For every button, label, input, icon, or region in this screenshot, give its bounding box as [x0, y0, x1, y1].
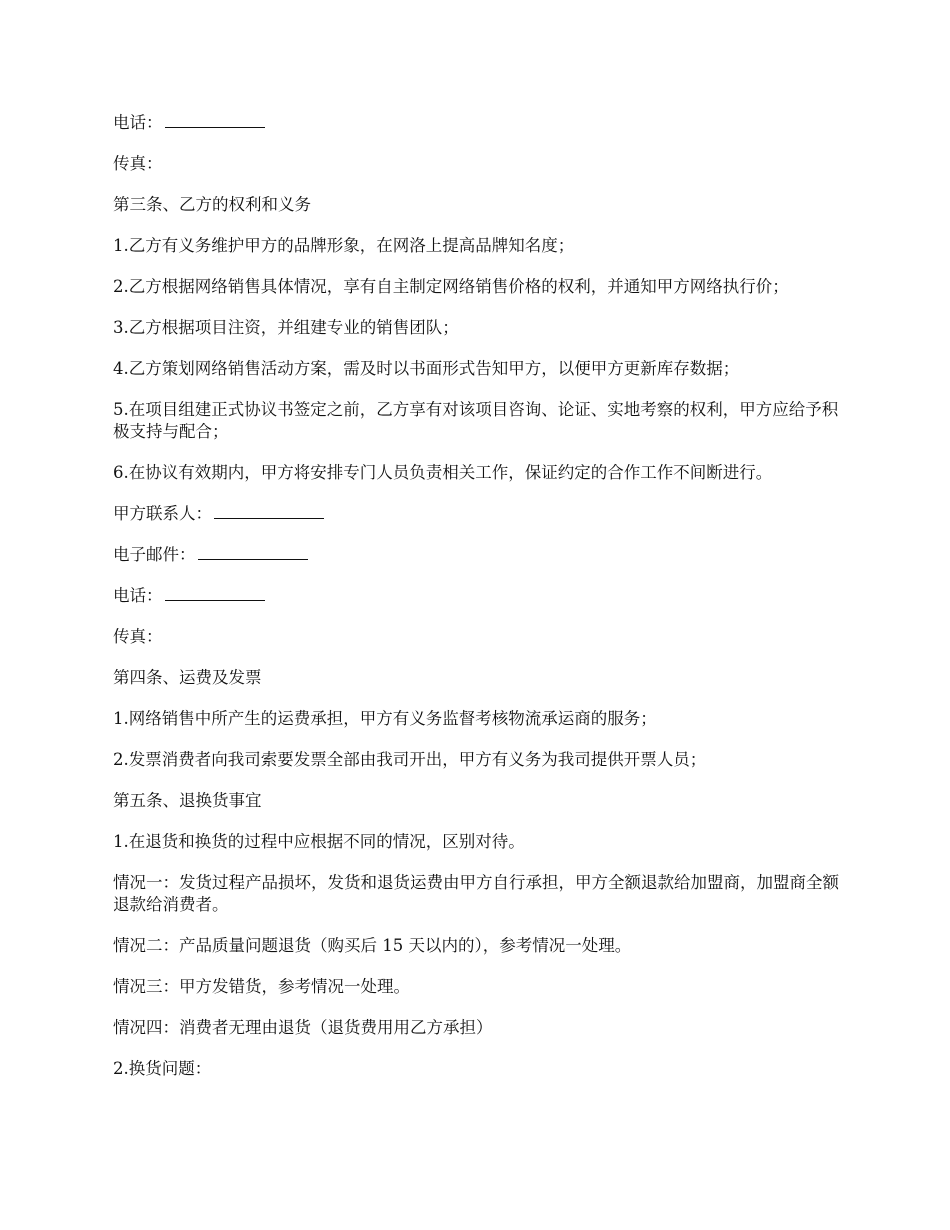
paragraph: 1.乙方有义务维护甲方的品牌形象，在网洛上提高品牌知名度； — [113, 236, 575, 255]
paragraph: 情况三：甲方发错货，参考情况一处理。 — [113, 977, 410, 996]
party-a-contact-blank — [214, 504, 324, 519]
phone-line — [113, 112, 843, 134]
party-a-contact-line — [113, 503, 843, 525]
phone-label: 电话： — [113, 586, 163, 605]
fax-label: 传真： — [113, 154, 163, 173]
fax-line — [113, 626, 843, 648]
email-line — [113, 544, 843, 566]
phone-blank — [165, 113, 265, 128]
fax-label: 传真： — [113, 627, 163, 646]
paragraph: 情况一：发货过程产品损坏，发货和退货运费由甲方自行承担，甲方全额退款给加盟商，加盟商全额退款给消费者。 — [113, 873, 839, 914]
email-label: 电子邮件： — [113, 545, 196, 564]
phone-label: 电话： — [113, 113, 163, 132]
paragraph: 5.在项目组建正式协议书签定之前，乙方享有对该项目咨询、论证、实地考察的权利，甲方应给予积极支持与配合； — [113, 400, 839, 441]
paragraph: 情况四：消费者无理由退货（退货费用用乙方承担） — [113, 1018, 493, 1037]
paragraph: 情况二：产品质量问题退货（购买后 15 天以内的），参考情况一处理。 — [113, 936, 632, 955]
paragraph: 1.在退货和换货的过程中应根据不同的情况，区别对待。 — [113, 832, 525, 851]
paragraph: 6.在协议有效期内，甲方将安排专门人员负责相关工作，保证约定的合作工作不间断进行。 — [113, 463, 773, 482]
party-a-contact-label: 甲方联系人： — [113, 504, 212, 523]
fax-line — [113, 153, 843, 175]
phone-blank — [165, 586, 265, 601]
email-blank — [198, 545, 308, 560]
section-3-heading: 第三条、乙方的权利和义务 — [113, 195, 311, 214]
document-body — [113, 112, 843, 1099]
paragraph: 1.网络销售中所产生的运费承担，甲方有义务监督考核物流承运商的服务； — [113, 709, 657, 728]
paragraph: 2.换货问题： — [113, 1059, 212, 1078]
paragraph: 3.乙方根据项目注资，并组建专业的销售团队； — [113, 318, 459, 337]
paragraph: 2.乙方根据网络销售具体情况，享有自主制定网络销售价格的权利，并通知甲方网络执行价； — [113, 277, 789, 296]
section-4-heading: 第四条、运费及发票 — [113, 668, 262, 687]
paragraph: 2.发票消费者向我司索要发票全部由我司开出，甲方有义务为我司提供开票人员； — [113, 750, 707, 769]
paragraph: 4.乙方策划网络销售活动方案，需及时以书面形式告知甲方，以便甲方更新库存数据； — [113, 359, 740, 378]
phone-line — [113, 585, 843, 607]
section-5-heading: 第五条、退换货事宜 — [113, 791, 262, 810]
